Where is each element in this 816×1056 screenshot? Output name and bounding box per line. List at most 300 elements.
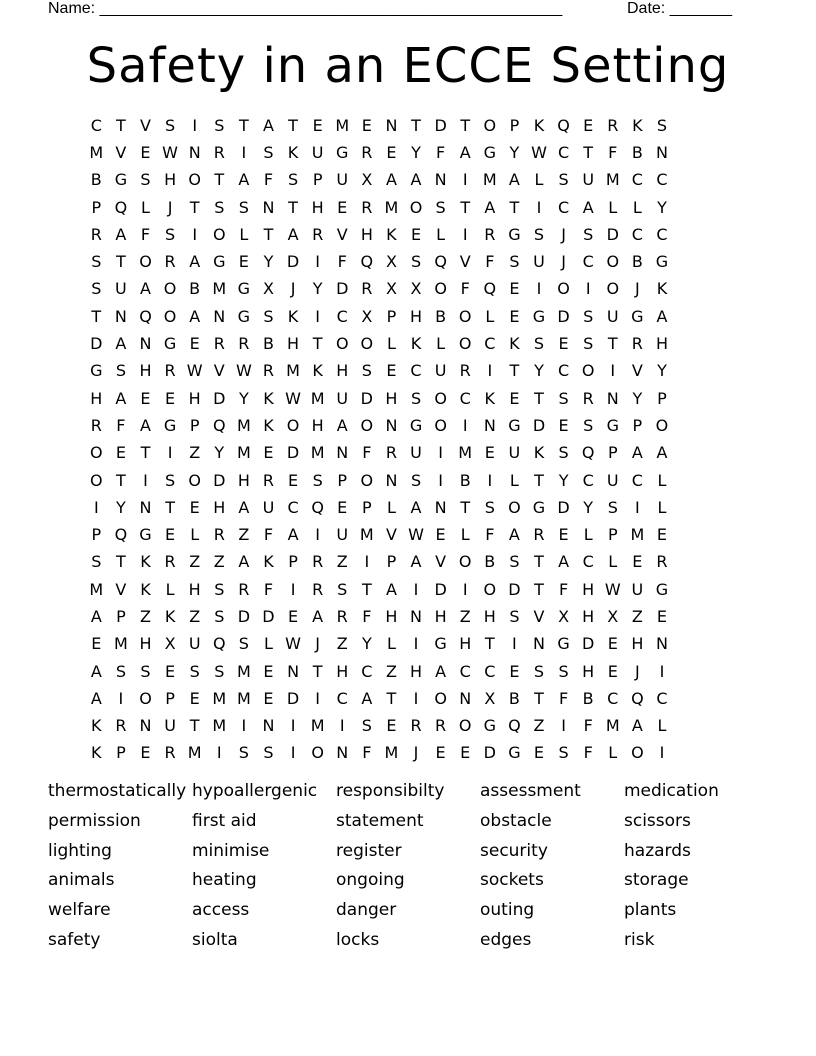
word-list-item: animals xyxy=(48,870,115,891)
grid-letter: S xyxy=(533,661,545,681)
grid-letter: N xyxy=(385,470,398,490)
grid-letter: M xyxy=(310,716,325,736)
grid-letter: M xyxy=(113,634,128,654)
grid-letter: M xyxy=(310,388,325,408)
grid-letter: X xyxy=(262,279,274,299)
grid-letter: Y xyxy=(214,443,225,463)
grid-letter: U xyxy=(533,252,545,272)
word-list-item: locks xyxy=(336,929,380,950)
grid-letter: B xyxy=(189,279,201,299)
grid-letter: U xyxy=(434,361,447,381)
grid-letter: S xyxy=(91,279,102,299)
grid-letter: F xyxy=(436,142,446,162)
grid-letter: H xyxy=(287,334,300,354)
grid-letter: C xyxy=(656,170,668,190)
grid-letter: O xyxy=(360,334,374,354)
word-list-item: outing xyxy=(480,900,535,921)
grid-letter: I xyxy=(241,142,247,162)
grid-letter: F xyxy=(362,443,372,463)
grid-letter: S xyxy=(583,224,594,244)
grid-letter: E xyxy=(263,443,274,463)
grid-letter: I xyxy=(364,552,370,572)
grid-letter: O xyxy=(557,279,570,299)
grid-letter: E xyxy=(509,661,520,681)
grid-letter: O xyxy=(606,279,620,299)
grid-letter: T xyxy=(116,470,126,490)
word-list-item: scissors xyxy=(624,810,691,831)
grid-letter: N xyxy=(483,415,496,435)
grid-letter: C xyxy=(582,470,594,490)
grid-letter: P xyxy=(312,170,323,190)
grid-letter: S xyxy=(165,115,176,135)
grid-letter: L xyxy=(657,470,667,490)
grid-letter: I xyxy=(413,688,419,708)
grid-letter: H xyxy=(213,497,226,517)
word-list-item: heating xyxy=(192,870,257,891)
grid-letter: R xyxy=(361,197,373,217)
grid-letter: Q xyxy=(139,306,152,326)
name-field-label[interactable]: Name: ____________________________________________________ xyxy=(48,0,563,17)
grid-letter: A xyxy=(385,170,397,190)
grid-letter: W xyxy=(285,634,301,654)
grid-letter: E xyxy=(165,388,176,408)
grid-letter: S xyxy=(509,252,520,272)
grid-letter: M xyxy=(236,443,251,463)
grid-letter: E xyxy=(558,415,569,435)
grid-letter: S xyxy=(214,115,225,135)
grid-letter: R xyxy=(582,388,594,408)
grid-letter: A xyxy=(90,606,102,626)
grid-letter: H xyxy=(385,606,398,626)
grid-letter: V xyxy=(385,525,397,545)
grid-letter: E xyxy=(607,634,618,654)
grid-letter: D xyxy=(360,388,373,408)
grid-letter: I xyxy=(315,252,320,272)
grid-letter: I xyxy=(143,470,148,490)
grid-letter: F xyxy=(558,579,569,599)
grid-letter: H xyxy=(582,606,595,626)
grid-letter: B xyxy=(508,688,520,708)
word-list-item: responsibilty xyxy=(336,781,445,801)
grid-letter: C xyxy=(361,661,373,681)
grid-letter: T xyxy=(386,688,397,708)
grid-letter: N xyxy=(533,634,545,654)
grid-letter: X xyxy=(361,306,373,326)
grid-letter: T xyxy=(312,661,323,681)
grid-letter: Z xyxy=(189,443,201,463)
grid-letter: A xyxy=(115,334,127,354)
grid-letter: B xyxy=(484,552,496,572)
grid-letter: P xyxy=(632,415,643,435)
grid-letter: N xyxy=(336,743,349,763)
grid-letter: A xyxy=(336,415,348,435)
grid-letter: H xyxy=(139,634,152,654)
grid-letter: H xyxy=(311,197,324,217)
grid-letter: L xyxy=(239,224,249,244)
grid-letter: Y xyxy=(411,142,421,162)
grid-letter: A xyxy=(262,115,274,135)
grid-letter: U xyxy=(336,525,349,545)
grid-letter: K xyxy=(164,606,176,626)
grid-letter: N xyxy=(385,115,398,135)
grid-row xyxy=(84,358,732,385)
grid-letter: I xyxy=(241,716,247,736)
grid-letter: L xyxy=(386,634,396,654)
grid-letter: S xyxy=(140,170,151,190)
grid-letter: T xyxy=(534,388,544,408)
grid-letter: K xyxy=(656,279,668,299)
grid-letter: C xyxy=(656,688,668,708)
grid-letter: G xyxy=(163,415,177,435)
grid-letter: H xyxy=(139,361,152,381)
grid-letter: G xyxy=(508,743,521,763)
grid-letter: E xyxy=(312,115,323,135)
grid-letter: A xyxy=(287,525,299,545)
grid-letter: S xyxy=(533,224,545,244)
grid-letter: H xyxy=(483,606,496,626)
grid-letter: S xyxy=(214,579,225,599)
grid-letter: F xyxy=(583,716,593,736)
grid-letter: F xyxy=(263,579,274,599)
grid-letter: Y xyxy=(509,142,520,162)
grid-letter: A xyxy=(90,661,102,681)
grid-letter: M xyxy=(384,197,399,217)
grid-letter: B xyxy=(631,252,643,272)
grid-letter: E xyxy=(435,743,446,763)
grid-letter: O xyxy=(90,470,103,490)
grid-letter: M xyxy=(212,279,227,299)
grid-letter: T xyxy=(583,142,594,162)
grid-letter: R xyxy=(312,224,324,244)
grid-letter: O xyxy=(90,443,103,463)
grid-letter: C xyxy=(336,688,348,708)
grid-letter: P xyxy=(288,552,298,572)
grid-letter: Y xyxy=(632,388,643,408)
grid-letter: X xyxy=(361,170,373,190)
grid-letter: G xyxy=(655,579,669,599)
grid-letter: E xyxy=(165,525,176,545)
grid-letter: T xyxy=(534,579,544,599)
grid-letter: A xyxy=(90,688,102,708)
grid-letter: X xyxy=(164,634,176,654)
grid-letter: E xyxy=(189,497,200,517)
grid-letter: I xyxy=(290,743,296,763)
grid-letter: Z xyxy=(385,661,397,681)
grid-letter: F xyxy=(263,170,274,190)
grid-letter: Y xyxy=(312,279,323,299)
grid-letter: R xyxy=(312,579,324,599)
grid-letter: B xyxy=(262,334,274,354)
grid-letter: S xyxy=(656,115,668,135)
word-list-item: welfare xyxy=(48,900,111,921)
grid-letter: M xyxy=(212,716,227,736)
grid-letter: S xyxy=(238,197,249,217)
grid-letter: F xyxy=(140,224,151,244)
grid-letter: T xyxy=(140,443,151,463)
grid-letter: S xyxy=(115,661,126,681)
grid-letter: I xyxy=(167,443,173,463)
grid-letter: D xyxy=(532,415,546,435)
grid-letter: H xyxy=(164,170,177,190)
grid-letter: A xyxy=(140,279,151,299)
grid-letter: S xyxy=(312,470,323,490)
grid-letter: E xyxy=(287,606,299,626)
grid-letter: A xyxy=(115,388,127,408)
header xyxy=(48,0,748,20)
grid-letter: H xyxy=(459,634,472,654)
grid-letter: H xyxy=(237,470,250,490)
grid-letter: S xyxy=(263,743,274,763)
word-list-item: first aid xyxy=(192,810,257,831)
grid-letter: L xyxy=(436,334,446,354)
grid-letter: A xyxy=(656,443,668,463)
word-list-item: danger xyxy=(336,900,397,921)
grid-letter: E xyxy=(435,525,446,545)
grid-letter: Z xyxy=(459,606,471,626)
grid-letter: O xyxy=(458,716,472,736)
grid-letter: J xyxy=(290,279,296,299)
grid-letter: W xyxy=(285,388,301,408)
grid-letter: G xyxy=(434,634,447,654)
grid-letter: A xyxy=(287,224,299,244)
grid-letter: F xyxy=(583,743,593,763)
grid-letter: Z xyxy=(533,716,545,736)
grid-letter: S xyxy=(238,634,249,654)
grid-letter: L xyxy=(509,470,519,490)
word-list-item: sockets xyxy=(480,870,544,891)
grid-letter: Q xyxy=(434,252,447,272)
grid-letter: S xyxy=(410,388,422,408)
grid-letter: L xyxy=(608,197,618,217)
grid-letter: L xyxy=(485,306,495,326)
grid-letter: I xyxy=(561,716,566,736)
grid-letter: U xyxy=(606,470,619,490)
grid-row xyxy=(84,412,732,439)
grid-letter: P xyxy=(386,306,397,326)
grid-letter: N xyxy=(287,661,300,681)
grid-letter: S xyxy=(484,497,495,517)
grid-letter: D xyxy=(286,443,300,463)
grid-letter: W xyxy=(162,142,178,162)
grid-letter: C xyxy=(459,388,471,408)
grid-letter: E xyxy=(607,661,618,681)
grid-letter: Z xyxy=(189,606,201,626)
grid-letter: N xyxy=(336,443,349,463)
grid-letter: K xyxy=(140,552,151,572)
grid-letter: C xyxy=(631,470,643,490)
grid-letter: S xyxy=(410,252,422,272)
grid-letter: Y xyxy=(361,634,372,654)
grid-letter: W xyxy=(408,525,424,545)
grid-letter: J xyxy=(413,743,419,763)
grid-letter: U xyxy=(115,279,127,299)
grid-letter: Z xyxy=(140,606,151,626)
grid-letter: G xyxy=(237,306,251,326)
grid-letter: N xyxy=(434,170,447,190)
grid-letter: T xyxy=(361,579,372,599)
grid-row xyxy=(84,167,732,194)
grid-letter: R xyxy=(213,525,225,545)
grid-letter: A xyxy=(459,142,471,162)
grid-letter: H xyxy=(188,388,201,408)
grid-letter: K xyxy=(287,142,299,162)
word-list-item: hypoallergenic xyxy=(192,781,318,801)
grid-letter: N xyxy=(655,142,668,162)
grid-letter: M xyxy=(630,525,645,545)
grid-letter: M xyxy=(384,743,399,763)
grid-letter: N xyxy=(262,197,275,217)
grid-letter: I xyxy=(315,306,320,326)
grid-letter: A xyxy=(115,224,127,244)
grid-letter: S xyxy=(435,197,446,217)
grid-letter: O xyxy=(212,224,226,244)
grid-letter: O xyxy=(458,306,472,326)
word-list-item: register xyxy=(336,840,402,861)
grid-letter: E xyxy=(263,661,274,681)
grid-letter: U xyxy=(410,443,422,463)
grid-letter: J xyxy=(315,634,320,654)
grid-letter: Q xyxy=(483,279,497,299)
grid-letter: C xyxy=(459,661,471,681)
grid-letter: E xyxy=(632,552,643,572)
word-list-item: thermostatically xyxy=(48,781,187,801)
grid-letter: A xyxy=(238,552,250,572)
grid-letter: R xyxy=(115,716,127,736)
grid-letter: K xyxy=(91,743,102,763)
grid-letter: I xyxy=(512,634,517,654)
grid-letter: T xyxy=(214,170,225,190)
grid-letter: D xyxy=(262,606,275,626)
grid-letter: Q xyxy=(311,497,324,517)
grid-letter: K xyxy=(509,334,520,354)
grid-letter: A xyxy=(238,170,250,190)
word-list-item: statement xyxy=(336,810,424,831)
grid-letter: Q xyxy=(557,115,570,135)
grid-row xyxy=(84,631,732,658)
grid-letter: D xyxy=(286,252,300,272)
grid-letter: O xyxy=(631,743,644,763)
grid-letter: S xyxy=(509,606,520,626)
grid-letter: L xyxy=(460,525,470,545)
grid-letter: S xyxy=(189,661,200,681)
word-list-item: obstacle xyxy=(480,810,552,831)
grid-letter: G xyxy=(606,415,619,435)
word-list-item: access xyxy=(192,900,250,921)
grid-letter: Y xyxy=(657,361,667,381)
grid-letter: N xyxy=(655,634,668,654)
grid-letter: T xyxy=(484,634,495,654)
word-list-item: plants xyxy=(624,900,677,921)
grid-letter: A xyxy=(189,252,201,272)
grid-letter: E xyxy=(386,142,397,162)
grid-letter: U xyxy=(336,388,349,408)
grid-letter: C xyxy=(484,661,496,681)
grid-letter: K xyxy=(632,115,643,135)
grid-letter: O xyxy=(508,497,521,517)
grid-letter: S xyxy=(583,306,594,326)
grid-letter: A xyxy=(558,552,570,572)
grid-letter: L xyxy=(386,497,396,517)
grid-letter: S xyxy=(165,470,176,490)
word-list-item: medication xyxy=(624,781,719,801)
grid-letter: S xyxy=(509,552,520,572)
grid-letter: Y xyxy=(534,361,544,381)
grid-letter: D xyxy=(336,279,349,299)
grid-letter: J xyxy=(167,197,173,217)
grid-letter: D xyxy=(286,688,300,708)
grid-letter: A xyxy=(410,170,422,190)
grid-letter: S xyxy=(558,661,569,681)
grid-letter: M xyxy=(187,743,202,763)
grid-letter: A xyxy=(361,688,373,708)
grid-letter: E xyxy=(656,525,667,545)
grid-letter: E xyxy=(509,306,520,326)
grid-letter: J xyxy=(635,279,640,299)
grid-letter: T xyxy=(288,197,298,217)
grid-letter: L xyxy=(608,552,618,572)
grid-letter: N xyxy=(606,388,619,408)
grid-letter: C xyxy=(557,361,570,381)
grid-letter: W xyxy=(531,142,547,162)
grid-row xyxy=(84,713,732,740)
grid-letter: Y xyxy=(558,470,569,490)
grid-letter: I xyxy=(339,716,345,736)
grid-letter: K xyxy=(287,306,299,326)
grid-letter: M xyxy=(286,361,300,381)
grid-letter: A xyxy=(189,306,201,326)
grid-letter: A xyxy=(582,197,594,217)
grid-letter: S xyxy=(558,443,569,463)
grid-letter: M xyxy=(89,142,104,162)
grid-letter: C xyxy=(656,224,668,244)
grid-letter: F xyxy=(485,252,495,272)
word-list xyxy=(48,778,788,957)
grid-letter: L xyxy=(386,334,396,354)
grid-letter: E xyxy=(558,334,569,354)
grid-letter: H xyxy=(336,361,349,381)
grid-letter: C xyxy=(557,197,570,217)
grid-row xyxy=(84,440,732,467)
grid-letter: R xyxy=(164,552,176,572)
grid-letter: T xyxy=(189,197,200,217)
grid-letter: I xyxy=(462,415,468,435)
grid-letter: H xyxy=(582,661,595,681)
grid-letter: T xyxy=(411,115,421,135)
grid-letter: G xyxy=(557,634,570,654)
grid-letter: M xyxy=(605,170,620,190)
grid-letter: H xyxy=(631,634,644,654)
grid-row xyxy=(84,221,732,248)
grid-letter: C xyxy=(582,552,594,572)
grid-letter: B xyxy=(459,470,471,490)
grid-letter: H xyxy=(385,388,398,408)
grid-letter: C xyxy=(607,688,619,708)
grid-row xyxy=(84,685,732,712)
grid-letter: O xyxy=(360,415,374,435)
date-field-label[interactable]: Date: _______ xyxy=(627,0,732,17)
grid-letter: E xyxy=(189,334,200,354)
grid-letter: Q xyxy=(508,716,521,736)
grid-letter: P xyxy=(189,415,200,435)
grid-letter: M xyxy=(310,443,325,463)
grid-letter: G xyxy=(213,252,226,272)
grid-letter: A xyxy=(238,497,250,517)
grid-letter: O xyxy=(360,470,374,490)
grid-letter: U xyxy=(336,170,349,190)
grid-letter: F xyxy=(608,142,618,162)
grid-letter: V xyxy=(115,579,127,599)
grid-letter: V xyxy=(631,361,643,381)
